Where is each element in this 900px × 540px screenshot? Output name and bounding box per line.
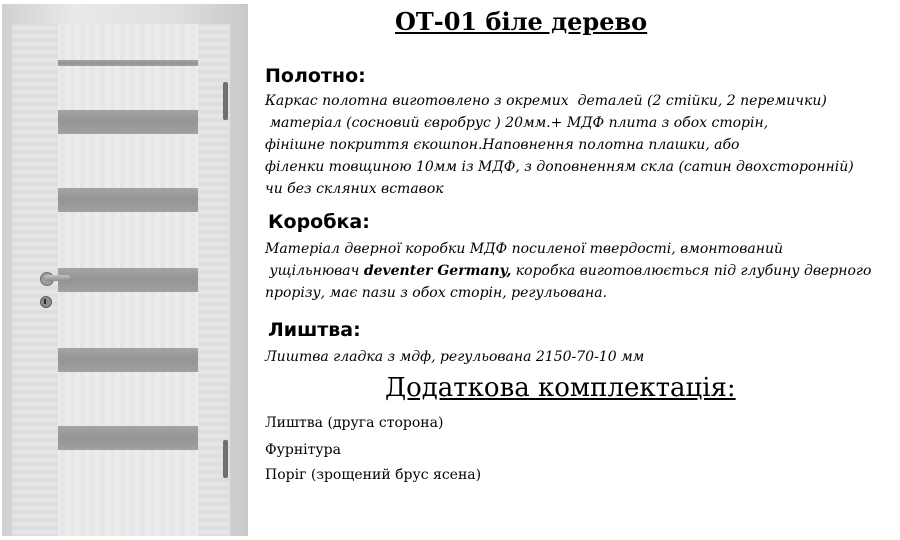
text-line: Матеріал дверної коробки МДФ посиленої твердості, вмонтований [265,241,783,257]
text-line: матеріал (сосновий євробрус ) 20мм.+ МДФ плита з обох сторін, [265,115,769,131]
door-panel [58,372,198,426]
extras-item: Поріг (зрощений брус ясена) [265,467,482,483]
door-glass-strip [58,110,198,134]
section-heading-lyshtva: Лиштва: [268,319,361,341]
text-fragment: коробка виготовлюється під глубину дверного [511,263,872,279]
door-panel [58,24,198,60]
section-heading-polotno: Полотно: [265,65,366,87]
door-glass-strip [58,188,198,212]
section-text-polotno [265,90,854,200]
door-panel [58,212,198,268]
text-line [265,260,871,282]
door-glass-strip [58,348,198,372]
text-line: філенки товщиною 10мм із МДФ, з доповненням скла (сатин двохсторонній) [265,159,854,175]
section-text-lyshtva: Лиштва гладка з мдф, регульована 2150-70-10 мм [265,349,645,365]
product-title: ОТ-01 біле дерево [395,7,648,36]
door-panel [58,134,198,188]
door-hinge-icon [223,440,228,478]
door-handle-icon [44,275,70,281]
keyhole-slot [44,299,46,304]
door-photo [0,0,250,540]
text-line: Каркас полотна виготовлено з окремих деталей (2 стійки, 2 перемички) [265,93,827,109]
door-panel [58,450,198,536]
text-fragment: ущільнювач [265,263,364,279]
section-heading-korobka: Коробка: [268,211,370,233]
brand-name: deventer Germany, [363,263,512,279]
extras-heading: Додаткова комплектація: [385,373,736,403]
section-text-korobka [265,238,871,304]
door-glass-strip [58,268,198,292]
text-line: прорізу, має пази з обох сторін, регульована. [265,285,608,301]
door-glass-strip [58,426,198,450]
text-line: фінішне покриття єкошпон.Наповнення полотна плашки, або [265,137,740,153]
door-hinge-icon [223,82,228,120]
text-line: чи без скляних вставок [265,181,444,197]
door-panel [58,292,198,348]
extras-item: Лиштва (друга сторона) [265,415,444,431]
door-panel [58,66,198,110]
extras-item: Фурнітура [265,442,341,458]
keyhole-icon [40,296,52,308]
